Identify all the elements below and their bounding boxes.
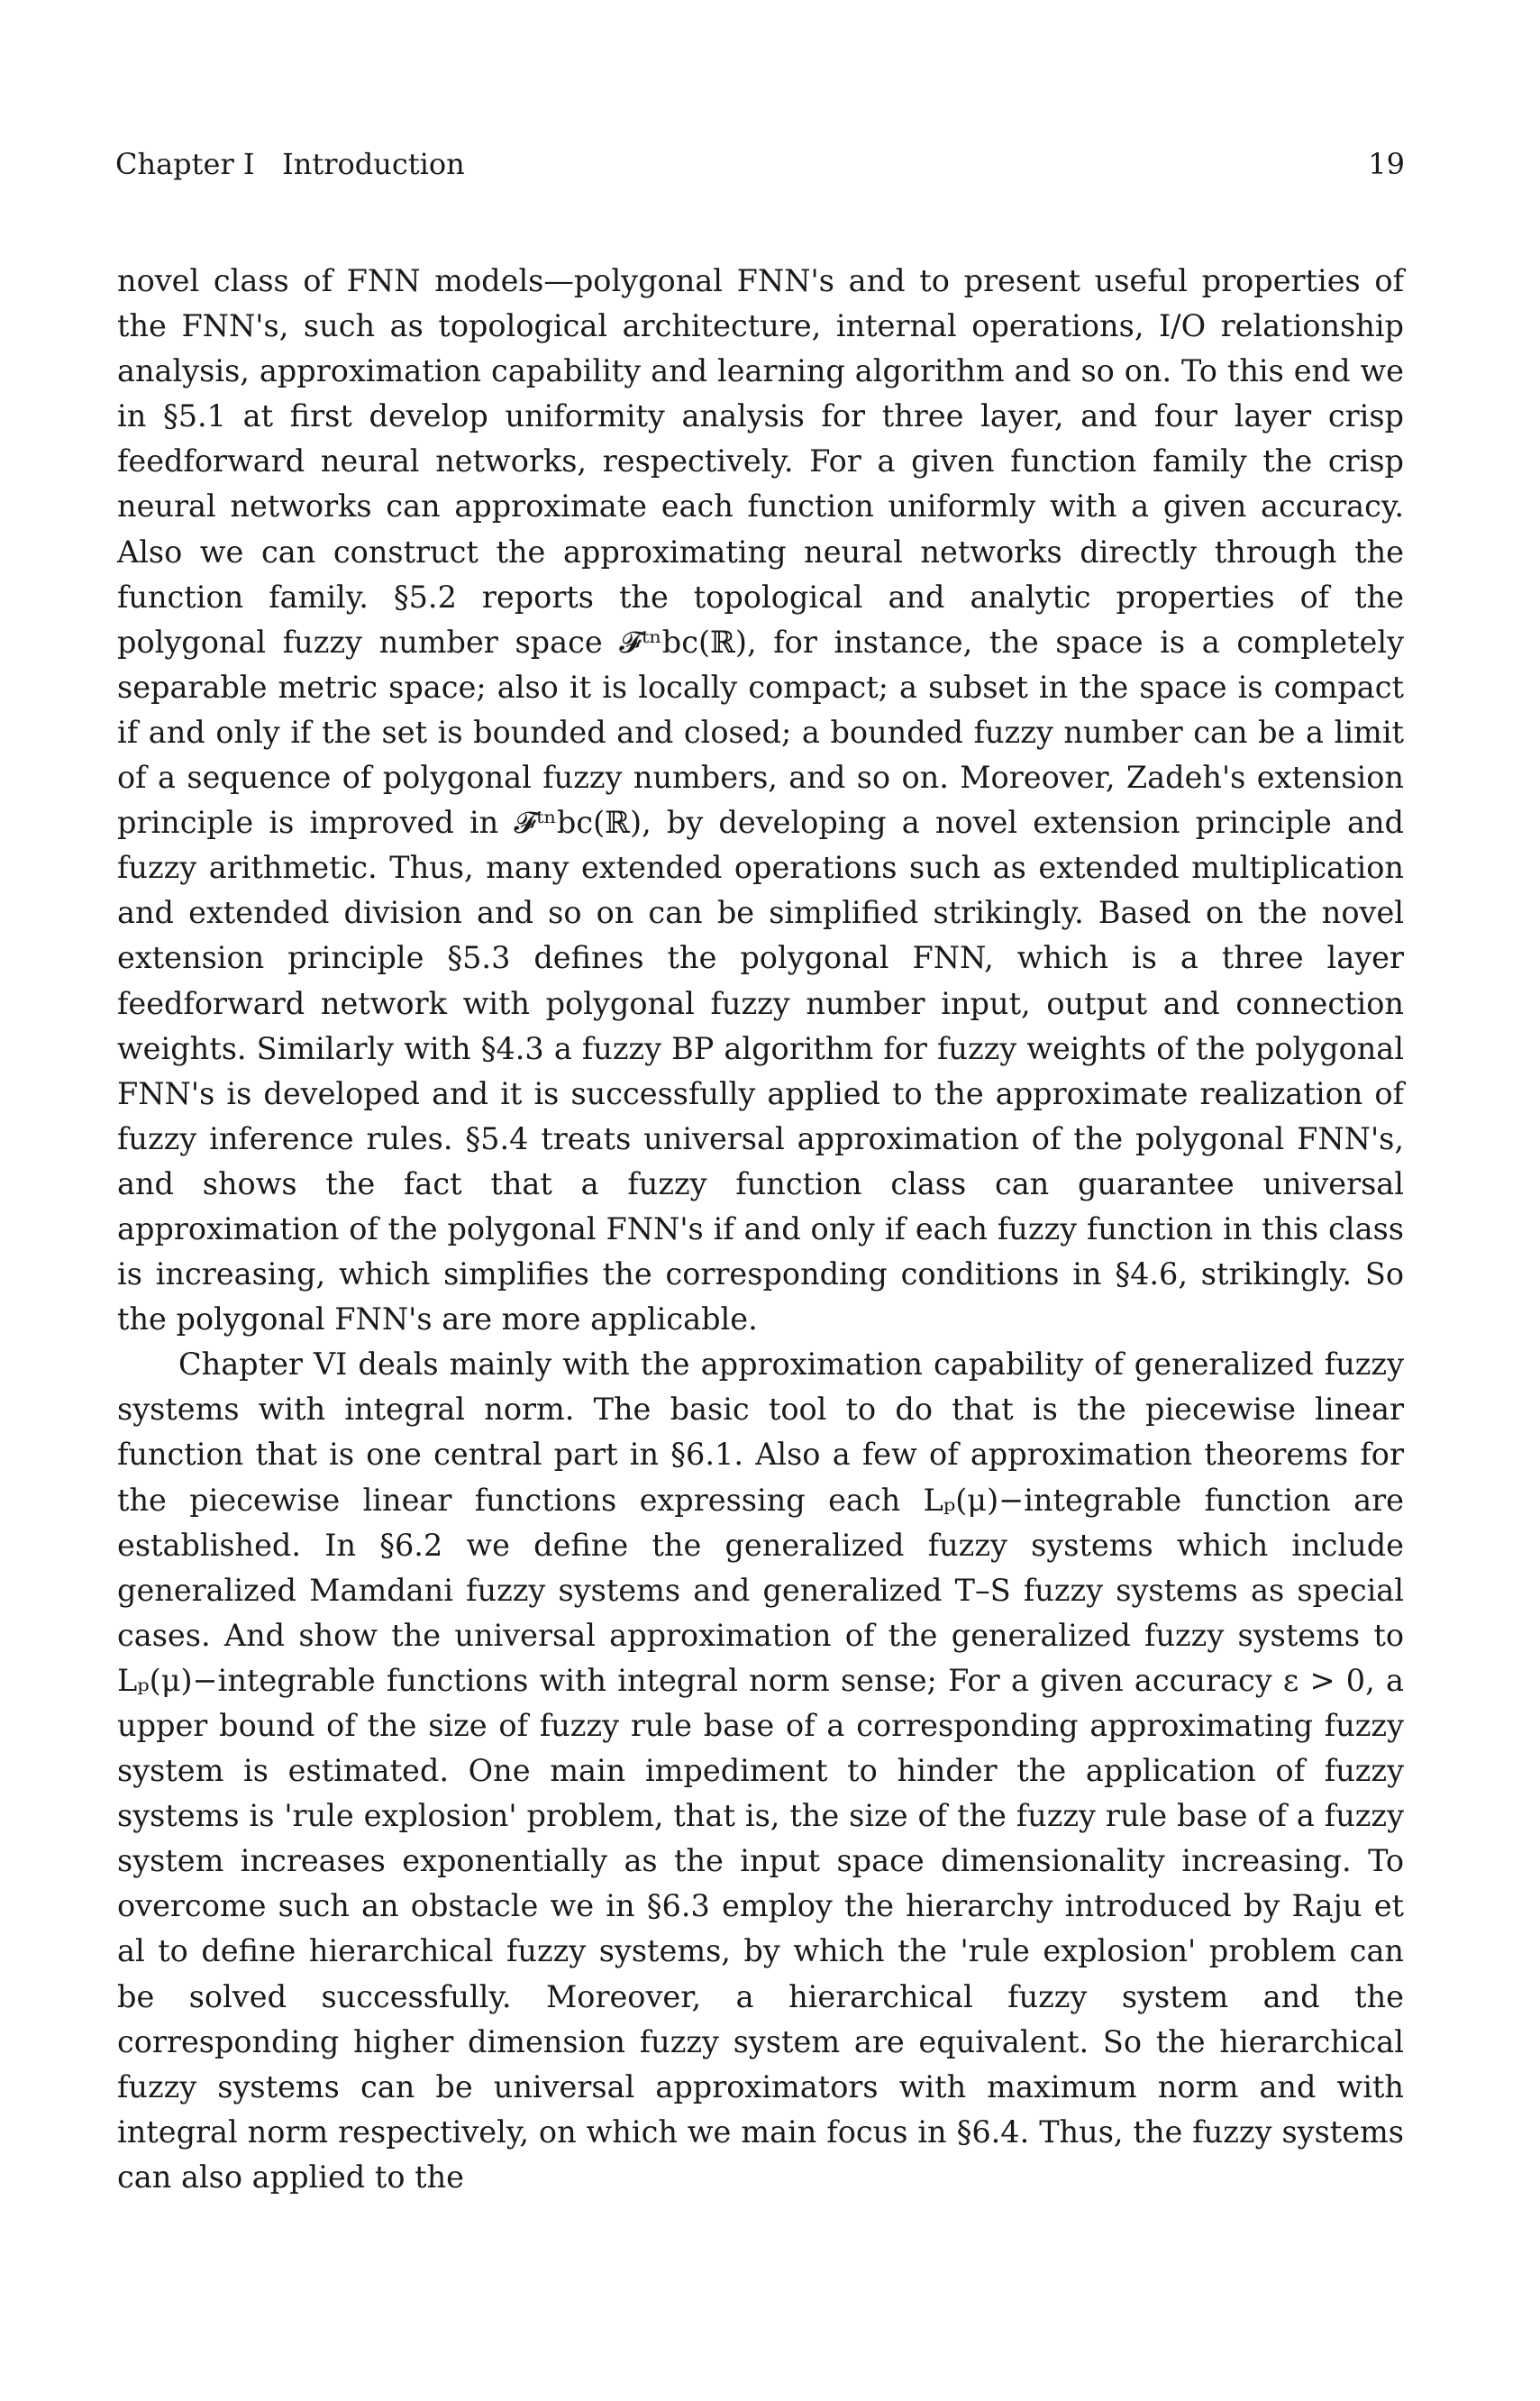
paragraph-1: novel class of FNN models—polygonal FNN's and to present useful properties of the FNN's, such as topological architecture, internal operations, I/O relationship analysis, approximation capability and learning algorithm and so on. To this end we in §5.1 at first develop uniformity analysis for three layer, and four layer crisp feedforward neural networks, respectively. For a given function family the crisp neural networks can approximate each function uniformly with a given accuracy. Also we can construct the approximating neural networks directly through the function family. §5.2 reports the topological and analytic properties of the polygonal fuzzy number space 𝓕ᵗⁿbc(ℝ), for instance, the space is a completely separable metric space; also it is locally compact; a subset in the space is compact if and only if the set is bounded and closed; a bounded fuzzy number can be a limit of a sequence of polygonal fuzzy numbers, and so on. Moreover, Zadeh's extension principle is improved in 𝓕ᵗⁿbc(ℝ), by developing a novel extension principle and fuzzy arithmetic. Thus, many extended operations such as extended multiplication and extended division and so on can be simplified strikingly. Based on the novel extension principle §5.3 defines the polygonal FNN, which is a three layer feedforward network with polygonal fuzzy number input, output and connection weights. Similarly with §4.3 a fuzzy BP algorithm for fuzzy weights of the polygonal FNN's is developed and it is successfully applied to the approximate realization of fuzzy inference rules. §5.4 treats universal approximation of the polygonal FNN's, and shows the fact that a fuzzy function class can guarantee universal approximation of the polygonal FNN's if and only if each fuzzy function in this class is increasing, which simplifies the corresponding conditions in §4.6, strikingly. So the polygonal FNN's are more applicable. [117,263,1404,1337]
running-head [115,142,1405,186]
chapter-label: Chapter I [115,147,255,181]
paragraph-2: Chapter VI deals mainly with the approximation capability of generalized fuzzy systems with integral norm. The basic tool to do that is the piecewise linear function that is one central part in §6.1. Also a few of approximation theorems for the piecewise linear functions expressing each Lₚ(μ)−integrable function are established. In §6.2 we define the generalized fuzzy systems which include generalized Mamdani fuzzy systems and generalized T–S fuzzy systems as special cases. And show the universal approximation of the generalized fuzzy systems to Lₚ(μ)−integrable functions with integral norm sense; For a given accuracy ε > 0, a upper bound of the size of fuzzy rule base of a corresponding approximating fuzzy system is estimated. One main impediment to hinder the application of fuzzy systems is 'rule explosion' problem, that is, the size of the fuzzy rule base of a fuzzy system increases exponentially as the input space dimensionality increasing. To overcome such an obstacle we in §6.3 employ the hierarchy introduced by Raju et al to define hierarchical fuzzy systems, by which the 'rule explosion' problem can be solved successfully. Moreover, a hierarchical fuzzy system and the corresponding higher dimension fuzzy system are equivalent. So the hierarchical fuzzy systems can be universal approximators with maximum norm and with integral norm respectively, on which we main focus in §6.4. Thus, the fuzzy systems can also applied to the [117,1347,1404,2195]
chapter-name: Introduction [282,147,465,181]
body-text [117,259,1404,2200]
page-number: 19 [1368,147,1405,181]
chapter-title [115,142,465,186]
